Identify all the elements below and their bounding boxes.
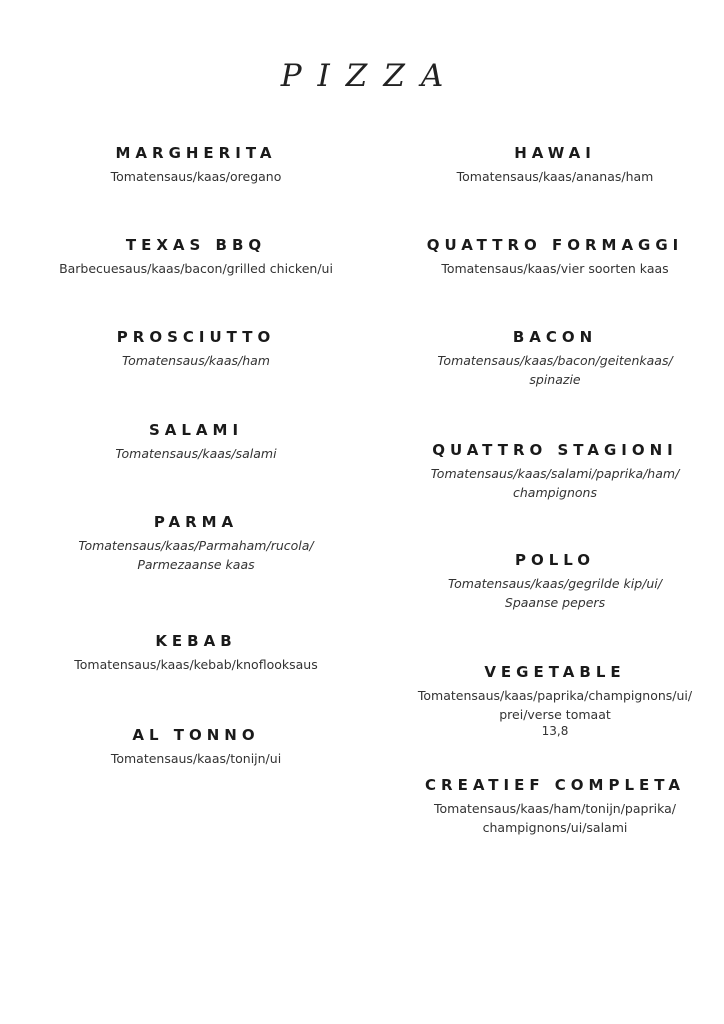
- item-description: Tomatensaus/kaas/ham: [122, 353, 270, 368]
- item-description-line: Tomatensaus/kaas/Parmaham/rucola/: [78, 538, 314, 553]
- item-description-line: prei/verse tomaat: [499, 707, 611, 722]
- item-price: 13,8: [541, 724, 569, 738]
- item-description: Tomatensaus/kaas/kebab/knoflooksaus: [74, 657, 318, 672]
- item-name: KEBAB: [155, 632, 237, 650]
- item-description: Tomatensaus/kaas/vier soorten kaas: [441, 261, 669, 276]
- item-description-line: Tomatensaus/kaas/paprika/champignons/ui/: [417, 688, 693, 703]
- menu-item-bacon: [372, 327, 724, 389]
- menu-item-kebab: [15, 631, 377, 674]
- item-description-line: champignons: [513, 485, 597, 500]
- item-name: SALAMI: [148, 421, 244, 439]
- item-description: [372, 574, 724, 612]
- page-title: PIZZA: [280, 58, 460, 94]
- menu-item-quattro-stagioni: [372, 440, 724, 502]
- item-description-line: champignons/ui/salami: [482, 820, 628, 835]
- menu-item-pollo: [372, 550, 724, 612]
- item-name: MARGHERITA: [115, 144, 277, 162]
- menu-item-al-tonno: [15, 725, 377, 768]
- item-name: PROSCIUTTO: [116, 328, 276, 346]
- item-description-line: Parmezaanse kaas: [137, 557, 255, 572]
- item-description: [372, 351, 724, 389]
- item-description-line: spinazie: [529, 372, 581, 387]
- item-description-line: Tomatensaus/kaas/ham/tonijn/paprika/: [434, 801, 676, 816]
- menu-item-parma: [15, 512, 377, 574]
- item-description: [372, 464, 724, 502]
- item-description: [372, 799, 724, 837]
- item-description: Tomatensaus/kaas/tonijn/ui: [110, 751, 282, 766]
- item-name: VEGETABLE: [484, 663, 626, 681]
- item-description-line: Tomatensaus/kaas/salami/paprika/ham/: [430, 466, 680, 481]
- item-description: Tomatensaus/kaas/salami: [115, 446, 277, 461]
- item-name: AL TONNO: [132, 726, 260, 744]
- item-description: Barbecuesaus/kaas/bacon/grilled chicken/ui: [59, 261, 333, 276]
- item-name: POLLO: [514, 551, 596, 569]
- menu-item-salami: [15, 420, 377, 463]
- item-name: QUATTRO STAGIONI: [432, 441, 678, 459]
- item-description-line: Tomatensaus/kaas/bacon/geitenkaas/: [437, 353, 673, 368]
- menu-item-margherita: [15, 143, 377, 186]
- item-name: TEXAS BBQ: [125, 236, 267, 254]
- item-description-line: Tomatensaus/kaas/gegrilde kip/ui/: [448, 576, 662, 591]
- menu-item-hawai: [372, 143, 724, 186]
- item-description: Tomatensaus/kaas/ananas/ham: [456, 169, 654, 184]
- item-description: [372, 686, 724, 724]
- item-description: [15, 536, 377, 574]
- menu-item-prosciutto: [15, 327, 377, 370]
- item-description: Tomatensaus/kaas/oregano: [110, 169, 282, 184]
- item-name: CREATIEF COMPLETA: [425, 776, 685, 794]
- item-name: PARMA: [153, 513, 239, 531]
- item-name: HAWAI: [514, 144, 596, 162]
- item-name: BACON: [512, 328, 598, 346]
- item-name: QUATTRO FORMAGGI: [426, 236, 684, 254]
- menu-item-creatief-completa: [372, 775, 724, 837]
- menu-item-texas-bbq: [15, 235, 377, 278]
- item-description-line: Spaanse pepers: [504, 595, 606, 610]
- menu-item-quattro-formaggi: [372, 235, 724, 278]
- menu-item-vegetable: [372, 662, 724, 738]
